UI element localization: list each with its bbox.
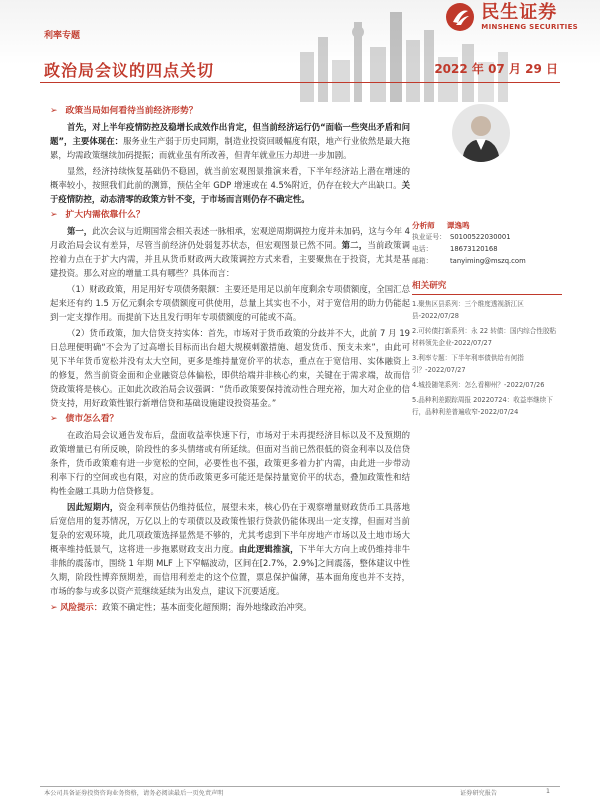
analyst-row [412,220,562,231]
related-research-link[interactable]: 4.城投随笔系列：怎么看柳州？-2022/07/26 [412,381,545,389]
related-research-link[interactable]: 2.可转债打新系列：永 22 转债：国内综合性胶粘材料领先企业-2022/07/27 [412,327,557,347]
logo-english: MINSHENG SECURITIES [481,23,578,31]
analyst-label: 分析师 [412,221,435,230]
section-heading-economy: ➢ 政策当局如何看待当前经济形势？ [50,106,198,116]
footer-divider [40,786,560,787]
arrow-icon: ➢ [50,106,58,116]
person-icon [452,104,510,162]
arrow-icon: ➢ [50,414,58,424]
analyst-info-row [412,255,562,267]
paragraph: 因此短期内，资金利率预估仍维持低位，展望未来，核心仍在于观察增量财政货币工具落地后宽信用的复苏情况，万亿以上的专项债以及政策性银行贷款仍能体现出一定支撑，但面对当前复杂的宏观环境，此几项政策选择显然是不够的，尤其考虑到下半年房地产市场以及土地市场大概率维持低景气，这将进一步拖累财政支出力度。由此逻辑推演，下半年大方向上或仍维持非牛非熊的震荡市，围绕 1 年期 MLF 上下窄幅波动，区间在[2.7%，2.9%]之间震荡，整体建议中性久期，阶段性博弈预期差，而信用利差走的这个位置，票息保护偏薄，基本面角度也并不支持，市场的参与或多以资产荒继续延续为出发点，建议下沉要适度。 [50,502,411,596]
title-divider [40,82,560,83]
info-value: S0100522030001 [450,233,511,241]
info-label: 邮箱： [412,257,433,265]
report-header [0,0,600,108]
company-logo [445,2,578,32]
report-date: 2022 年 07 月 29 日 [434,62,558,76]
page-number: 1 [546,788,550,795]
paragraph: 在政治局会议通告发布后，盘面收益率快速下行，市场对于未再提经济目标以及不及预期的政策增量已有所反映，阶段性的多头情绪或有所延续。但面对当前已然很低的资金利率以及信贷条件，货币政策难有进一步宽松的空间，必要性也不强，政策更多着力扩内需，由此进一步带动利率下行的空间或也有限，对应的货币政策更多可能还是保持量宽价平的状态，叠加政策性和结构性金融工具助力信贷修复。 [50,430,410,496]
related-research-heading: 相关研究 [412,279,562,295]
related-research-link[interactable]: 5.品种利差跟踪周报 20220724：收益率继续下行，品种利差普遍收窄-2022/07/24 [412,396,553,416]
info-label: 电话： [412,245,433,253]
paragraph: （1）财政政策，用足用好专项债务限额：主要还是用足以前年度剩余专项债额度，全国汇总起来还有约 1.5 万亿元剩余专项债额度可供使用，总量上其实也不小，对于宽信用的助力仍能起到一定支撑作用。而提前下达且发行明年专项债额度的可能或不高。 [50,284,410,322]
paragraph: 首先，对上半年疫情防控及稳增长成效作出肯定，但当前经济运行仍“面临一些突出矛盾和问题”，主要体现在：服务业生产弱于历史同期，制造业投资回暖幅度有限，地产行业依然是最大拖累，均需政策继续加码提振；而就业虽有所改善，但青年就业压力却进一步加剧。 [50,122,410,160]
sidebar [412,104,562,418]
logo-chinese: 民生证券 [481,2,558,23]
paragraph: 显然，经济持续恢复基础仍不稳固，就当前宏观图景推演来看，下半年经济站上潜在增速的概率较小，按照我们此前的测算，预估全年 GDP 增速或在 4.5%附近，仍存在较大产出缺口。关于疫情防控，动态清零的政策方针不变，于市场而言则仍存不确定性。 [50,166,410,204]
section-heading-bond: ➢ 债市怎么看？ [50,414,119,424]
main-content [42,104,410,615]
section-heading-demand: ➢ 扩大内需依靠什么？ [50,210,145,220]
related-research-link[interactable]: 3.利率专题：下半年利率债供给有何指引？-2022/07/27 [412,354,524,374]
page-footer [0,786,600,800]
info-value: tanyiming@mszq.com [450,257,526,265]
arrow-icon: ➢ [50,210,58,220]
analyst-info-row [412,231,562,243]
risk-warning: ➢ 风险提示：政策不确定性；基本面变化超预期；海外地缘政治冲突。 [50,602,312,613]
analyst-name: 谭逸鸣 [446,221,470,230]
arrow-icon: ➢ [50,603,58,613]
logo-mark-icon [445,2,475,32]
analyst-photo [452,104,510,162]
paragraph: 第一，此次会议与近期国常会相关表述一脉相承，宏观逆周期调控力度并未加码，这与今年 4 月政治局会议有差异，尽管当前经济仍处弱复苏状态，但宏观图景已然不同。第二，当前政策调控着力点在于扩大内需，并且从货币财政两大政策调控方式来看，主要聚焦在于投资，尤其是基建投资。那么对应的增量工具有哪些？具体而言： [50,226,411,278]
footer-disclaimer: 本公司具备证券投资咨询业务资格，请务必阅读最后一页免责声明 [44,790,224,797]
report-title: 政治局会议的四点关切 [44,61,215,80]
info-label: 执业证号： [412,233,446,241]
paragraph: （2）货币政策，加大信贷支持实体：首先，市场对于货币政策的分歧并不大，此前 7 月 19 日总理便明确“不会为了过高增长目标而出台超大规模刺激措施、超发货币、预支未来”，由此可见下半年货币宽松并没有太大空间，更多是维持量宽价平的状态，重点在于宽信用、实体融资上的修复，然当前资金面和企业融资总体偏松，即供给端并非核心约束，关键在于需求端，故而信贷政策将是核心。正如此次政治局会议强调：“货币政策要保持流动性合理充裕，加大对企业的信贷支持，用好政策性银行新增信贷和基础设施建设投资基金。” [50,328,410,408]
info-value: 18673120168 [450,245,498,253]
analyst-info-row [412,243,562,255]
report-series: 利率专题 [44,31,81,41]
footer-label: 证券研究报告 [460,790,498,797]
related-research-link[interactable]: 1.聚焦区县系列：三个维度透视浙江区县-2022/07/28 [412,300,524,320]
